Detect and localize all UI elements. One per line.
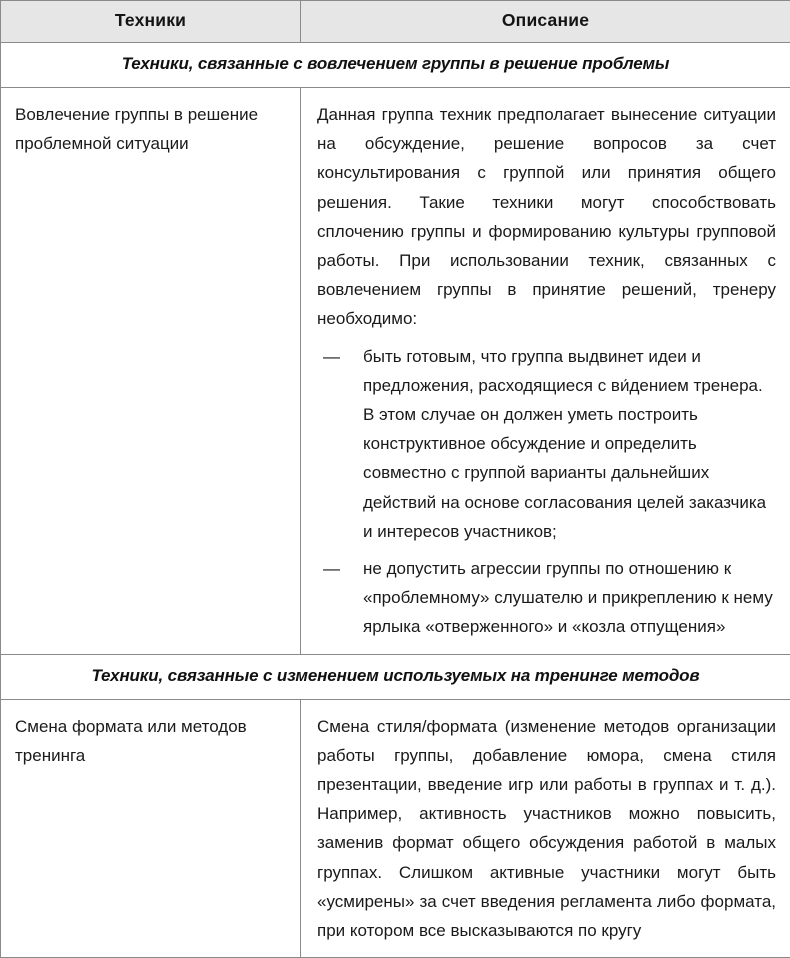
em-dash-icon: — [323,554,340,583]
list-item-text: не допустить агрессии группы по отношению к «проблемному» слушателю и прикреплению к нему ярлыка «отверженного» и «козла отпущения» [363,559,773,636]
table-row [1,88,790,655]
em-dash-icon: — [323,342,340,371]
cell-description [301,88,790,655]
technique-name-text: Смена формата или методов тренинга [15,717,247,765]
column-header-techniques: Техники [1,1,301,43]
technique-name-text: Вовлечение группы в решение проблемной ситуации [15,105,258,153]
section-header-cell [1,43,790,88]
section-title: Техники, связанные с изменением используемых на тренинге методов [91,666,699,685]
cell-technique-name [1,88,301,655]
list-item [317,342,776,546]
table-row [1,699,790,958]
cell-technique-name [1,699,301,958]
list-item-text: быть готовым, что группа выдвинет идеи и предложения, расходящиеся с ви́дением тренера. В этом случае он должен уметь построить конструктивное обсуждение и определить совместно с группой варианты дальнейших действий на основе согласования целей заказчика и интересов участников; [363,347,766,541]
table-header [1,1,790,43]
section-title: Техники, связанные с вовлечением группы в решение проблемы [122,54,670,73]
table-body [1,43,790,958]
list-item [317,554,776,642]
description-paragraph: Данная группа техник предполагает вынесение ситуации на обсуждение, решение вопросов за счет консультирования с группой или принятия общего решения. Такие техники могут способствовать сплочению группы и формированию культуры групповой работы. При использовании техник, связанных с вовлечением группы в принятие решений, тренеру необходимо: [317,100,776,334]
cell-description [301,699,790,958]
section-header-row-group-involvement [1,43,790,88]
section-header-cell [1,654,790,699]
column-header-description: Описание [301,1,790,43]
description-bullet-list [317,342,776,642]
table-header-row [1,1,790,43]
description-paragraph: Смена стиля/формата (изменение методов организации работы группы, добавление юмора, смена стиля презентации, введение игр или работы в группах и т. д.). Например, активность участников можно повысить, заменив формат общего обсуждения работой в малых группах. Слишком активные участники могут быть «усмирены» за счет введения регламента либо формата, при котором все высказываются по кругу [317,712,776,946]
section-header-row-method-change [1,654,790,699]
